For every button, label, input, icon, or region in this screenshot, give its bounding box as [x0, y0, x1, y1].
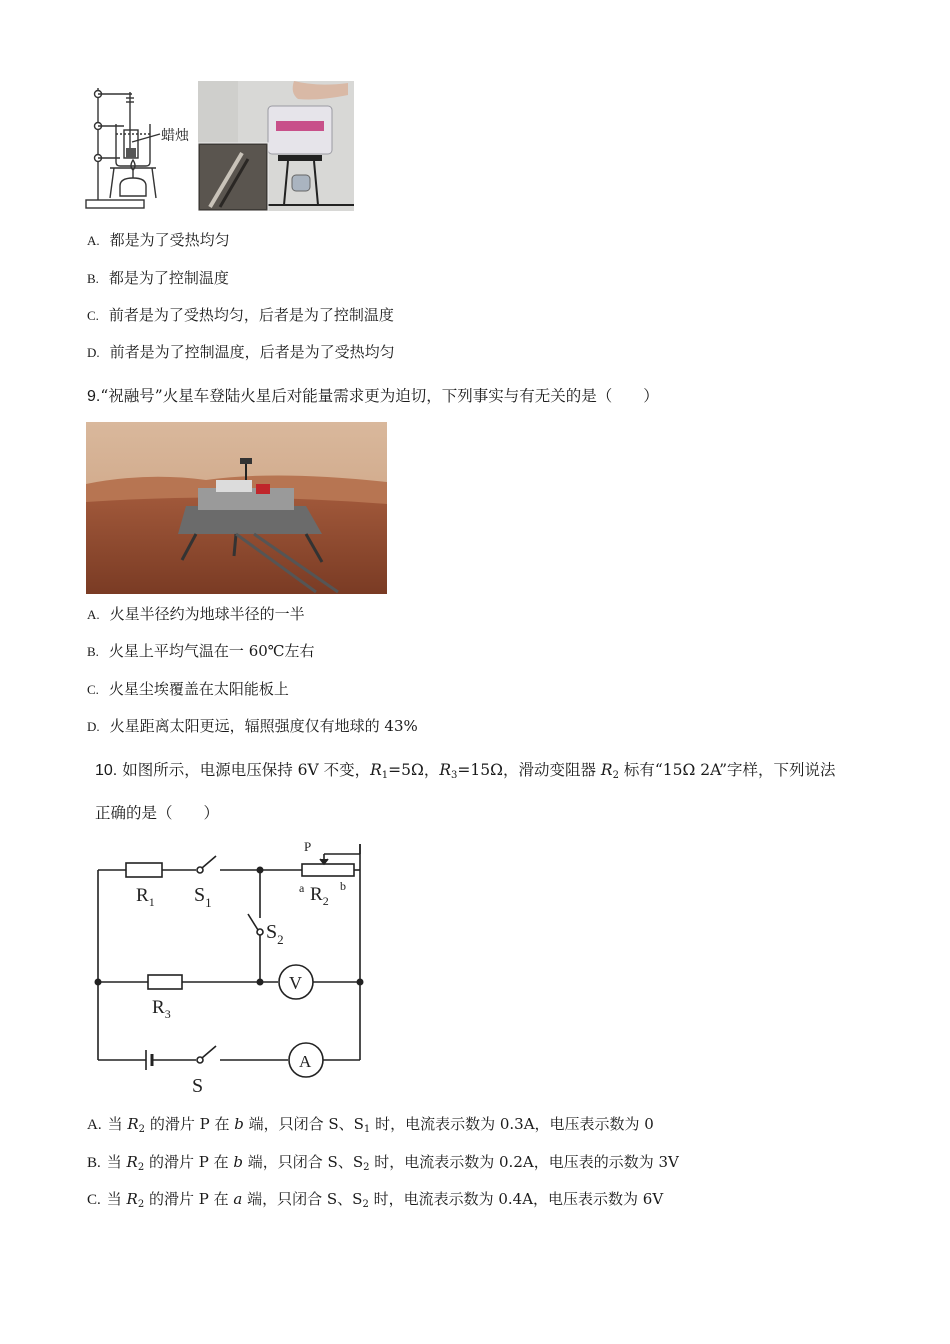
- q10-option-c[interactable]: C. 当 $R_2$ 的滑片 P 在 a 端，只闭合 S、$S_2$ 时，电流表示数为 0.4A，电压表示数为 6V: [87, 1190, 664, 1210]
- rheostat-r2: [302, 864, 354, 876]
- q9-option-a[interactable]: A. 火星半径约为地球半径的一半: [87, 605, 305, 623]
- q10-number: 10.: [95, 762, 118, 779]
- candle-label: 蜡烛: [161, 128, 189, 144]
- q10-stem: 10. 如图所示，电源电压保持 6V 不变，$R_1=5\Omega$，$R_3=15\Omega$，滑动变阻器 $R_2$ 标有“15Ω 2A”字样，下列说法: [95, 761, 836, 781]
- resistor-r3: [148, 975, 182, 989]
- mars-rover-photo-art: [86, 422, 387, 594]
- label-s2: $S_2$: [266, 921, 284, 947]
- q8-option-d[interactable]: D. 前者是为了控制温度，后者是为了受热均匀: [87, 343, 395, 361]
- label-r3: $R_3$: [152, 997, 171, 1021]
- q9-stem: 9.“祝融号”火星车登陆火星后对能量需求更为迫切，下列事实与有无关的是（ ）: [87, 387, 659, 405]
- label-a-meter: A: [299, 1052, 312, 1071]
- q9-option-b[interactable]: B. 火星上平均气温在一 60℃左右: [87, 642, 315, 660]
- q10-stem-line2: 正确的是（ ）: [95, 804, 220, 822]
- label-v: V: [289, 973, 302, 993]
- label-s1: $S_1$: [194, 884, 212, 910]
- q10-option-b[interactable]: B. 当 $R_2$ 的滑片 P 在 b 端，只闭合 S、$S_2$ 时，电流表示数为 0.2A，电压表的示数为 3V: [87, 1153, 679, 1173]
- water-bath-apparatus-diagram: [84, 82, 204, 214]
- q9-number: 9.: [87, 388, 101, 405]
- label-p: P: [304, 839, 312, 854]
- switch-s1: [202, 856, 216, 868]
- experiment-photo: [198, 81, 354, 211]
- q8-option-a[interactable]: A. 都是为了受热均匀: [87, 231, 230, 249]
- q8-option-c[interactable]: C. 前者是为了受热均匀，后者是为了控制温度: [87, 306, 394, 324]
- label-r1: $R_1$: [136, 885, 155, 909]
- circuit-diagram: [88, 838, 378, 1100]
- q10-option-a[interactable]: A. 当 $R_2$ 的滑片 P 在 b 端，只闭合 S、$S_1$ 时，电流表示数为 0.3A，电压表示数为 0: [87, 1115, 654, 1135]
- q8-option-b[interactable]: B. 都是为了控制温度: [87, 269, 229, 287]
- switch-s2: [248, 914, 258, 930]
- switch-s: [202, 1046, 216, 1058]
- label-a-end: a: [299, 881, 305, 895]
- label-r2: $R_2$: [310, 884, 329, 908]
- q9-option-c[interactable]: C. 火星尘埃覆盖在太阳能板上: [87, 680, 289, 698]
- label-s: S: [192, 1075, 204, 1097]
- resistor-r1: [126, 863, 162, 877]
- mars-rover-photo: [86, 422, 387, 594]
- experiment-photo-art: [198, 81, 354, 211]
- q9-option-d[interactable]: D. 火星距离太阳更远，辐照强度仅有地球的 43%: [87, 717, 418, 735]
- label-b-end: b: [340, 879, 346, 893]
